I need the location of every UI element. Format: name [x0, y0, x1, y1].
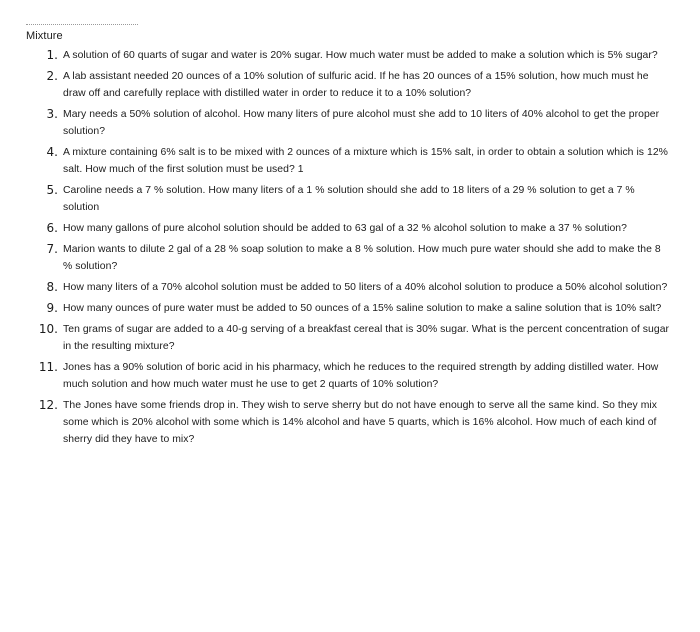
problem-text: How many gallons of pure alcohol solution should be added to 63 gal of a 32 % alcohol solution to make a 37 % solution? [63, 223, 627, 234]
problem-number: 3. [46, 107, 58, 121]
top-dotted-rule [26, 24, 138, 25]
problem-text: Caroline needs a 7 % solution. How many liters of a 1 % solution should she add to 18 liters of a 29 % solution to get a 7 % solution [63, 185, 635, 213]
problem-item [26, 359, 671, 393]
problem-number: 12. [38, 398, 58, 412]
problem-item [26, 321, 671, 355]
problem-text: Ten grams of sugar are added to a 40-g serving of a breakfast cereal that is 30% sugar. What is the percent concentration of sugar in the resulting mixture? [63, 324, 670, 352]
problem-text: Marion wants to dilute 2 gal of a 28 % soap solution to make a 8 % solution. How much pure water should she add to make the 8 % solution? [63, 244, 661, 272]
problem-item [26, 241, 671, 275]
problem-text: Jones has a 90% solution of boric acid in his pharmacy, which he reduces to the required strength by adding distilled water. How much solution and how much water must he use to get 2 quarts of 10% solution? [63, 362, 659, 390]
problem-item [26, 279, 671, 296]
problem-number: 1. [46, 48, 58, 62]
problem-number: 4. [46, 145, 58, 159]
problem-list [26, 47, 671, 452]
problem-number: 10. [38, 322, 58, 336]
problem-number: 8. [46, 280, 58, 294]
problem-number: 7. [46, 242, 58, 256]
problem-text: The Jones have some friends drop in. They wish to serve sherry but do not have enough to serve all the same kind. So they mix some which is 20% alcohol with some which is 14% alcohol and have 5 quarts, which is 16% alcohol. How much of each kind of sherry did they have to mix? [63, 400, 658, 445]
section-title: Mixture [26, 30, 63, 42]
problem-text: A solution of 60 quarts of sugar and water is 20% sugar. How much water must be added to make a solution which is 5% sugar? [63, 50, 658, 61]
problem-number: 5. [46, 183, 58, 197]
problem-text: How many liters of a 70% alcohol solution must be added to 50 liters of a 40% alcohol solution to produce a 50% alcohol solution? [63, 282, 668, 293]
problem-text: How many ounces of pure water must be added to 50 ounces of a 15% saline solution to make a saline solution that is 10% salt? [63, 303, 662, 314]
problem-text: Mary needs a 50% solution of alcohol. How many liters of pure alcohol must she add to 10 liters of 40% alcohol to get the proper solution? [63, 109, 660, 137]
problem-number: 11. [38, 360, 58, 374]
problem-number: 9. [46, 301, 58, 315]
problem-number: 2. [46, 69, 58, 83]
problem-item [26, 144, 671, 178]
problem-item [26, 397, 671, 448]
problem-text: A lab assistant needed 20 ounces of a 10% solution of sulfuric acid. If he has 20 ounces of a 15% solution, how much must he draw off and carefully replace with distilled water in order to reduce it to a 10% solution? [63, 71, 649, 99]
problem-number: 6. [46, 221, 58, 235]
problem-item [26, 47, 671, 64]
problem-item [26, 106, 671, 140]
problem-item [26, 182, 671, 216]
problem-item [26, 220, 671, 237]
problem-text: A mixture containing 6% salt is to be mixed with 2 ounces of a mixture which is 15% salt, in order to obtain a solution which is 12% salt. How much of the first solution must be used? 1 [63, 147, 668, 175]
problem-item [26, 300, 671, 317]
problem-item [26, 68, 671, 102]
